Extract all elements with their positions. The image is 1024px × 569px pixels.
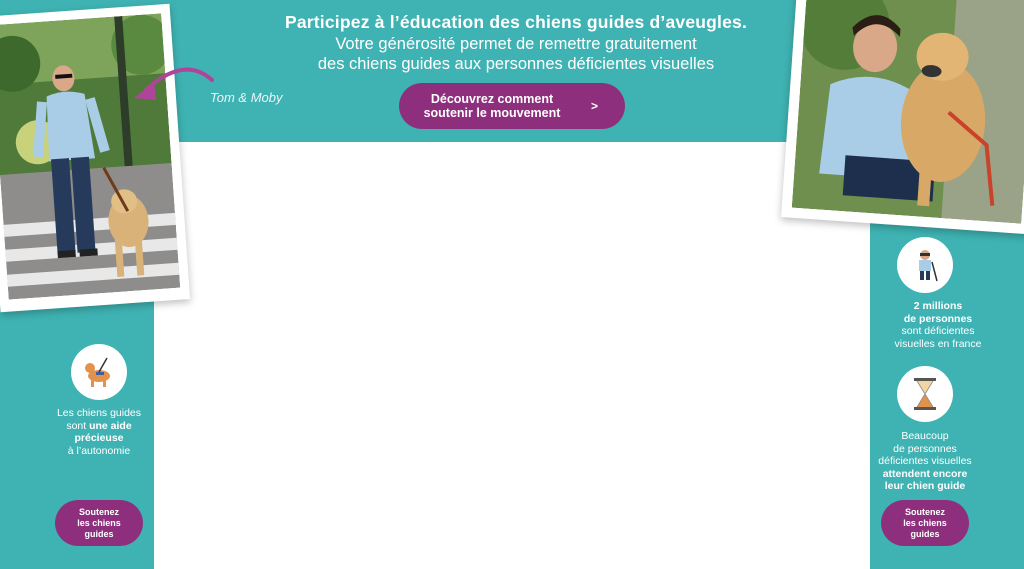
right-stat2-line4: attendent encore — [882, 467, 968, 480]
left-info-line3: précieuse — [74, 432, 124, 444]
header-title: Participez à l’éducation des chiens guides d’aveugles. — [284, 12, 748, 32]
curved-arrow-icon — [124, 60, 214, 105]
right-stat1-text — [870, 300, 1006, 350]
left-btn-line2: les chiens — [77, 517, 121, 528]
right-stat2-text — [870, 430, 980, 493]
right-stat2-line5: leur chien guide — [884, 480, 966, 492]
support-guide-dogs-button-right[interactable] — [881, 500, 969, 546]
guide-dog-icon — [71, 344, 127, 400]
discover-support-button[interactable] — [399, 83, 625, 129]
right-stat1-line3: sont déficientes — [901, 325, 975, 337]
right-stat2-line3: déficientes visuelles — [878, 455, 972, 467]
left-info-line2-bold: une aide — [89, 419, 132, 432]
left-info-line4: à l’autonomie — [67, 444, 131, 457]
left-btn-line3: guides — [84, 528, 114, 539]
main-content-area — [154, 142, 870, 569]
man-walking-guide-dog-illustration — [0, 13, 180, 299]
hourglass-icon-glyph — [910, 377, 940, 411]
hourglass-icon — [897, 366, 953, 422]
left-btn-line1: Soutenez — [78, 506, 119, 517]
blind-person-icon-glyph — [908, 248, 942, 282]
photo-tom-and-moby — [0, 4, 190, 313]
right-stat1-line2: de personnes — [903, 312, 973, 325]
chevron-right-icon: > — [591, 99, 599, 113]
cta-line2: soutenir le mouvement — [423, 106, 561, 120]
left-info-line1: Les chiens guides — [56, 407, 142, 419]
guide-dog-icon-glyph — [81, 354, 117, 390]
blind-person-icon — [897, 237, 953, 293]
right-stat1-line4: visuelles en france — [894, 337, 982, 350]
right-btn-line3: guides — [910, 528, 940, 539]
header-subtitle-line2: des chiens guides aux personnes déficientes visuelles — [317, 55, 715, 73]
cta-line1: Découvrez comment — [430, 92, 554, 106]
right-stat2-line1: Beaucoup — [901, 430, 949, 442]
left-info-line2 — [48, 420, 150, 433]
right-stat2-line2: de personnes — [893, 442, 957, 455]
header-subtitle-line1: Votre générosité permet de remettre gratuitement — [335, 35, 697, 53]
photo-caption: Tom & Moby — [210, 90, 283, 105]
photo-tom-and-moby-image — [0, 13, 180, 299]
discover-support-button-label — [399, 92, 585, 120]
support-guide-dogs-button-left[interactable] — [55, 500, 143, 546]
header-subtitle — [200, 34, 832, 74]
left-info-text — [48, 407, 150, 457]
right-btn-line1: Soutenez — [904, 506, 945, 517]
left-info-line2-prefix: sont — [66, 419, 90, 432]
right-stat1-line1: 2 millions — [913, 300, 963, 312]
right-btn-line2: les chiens — [903, 517, 947, 528]
